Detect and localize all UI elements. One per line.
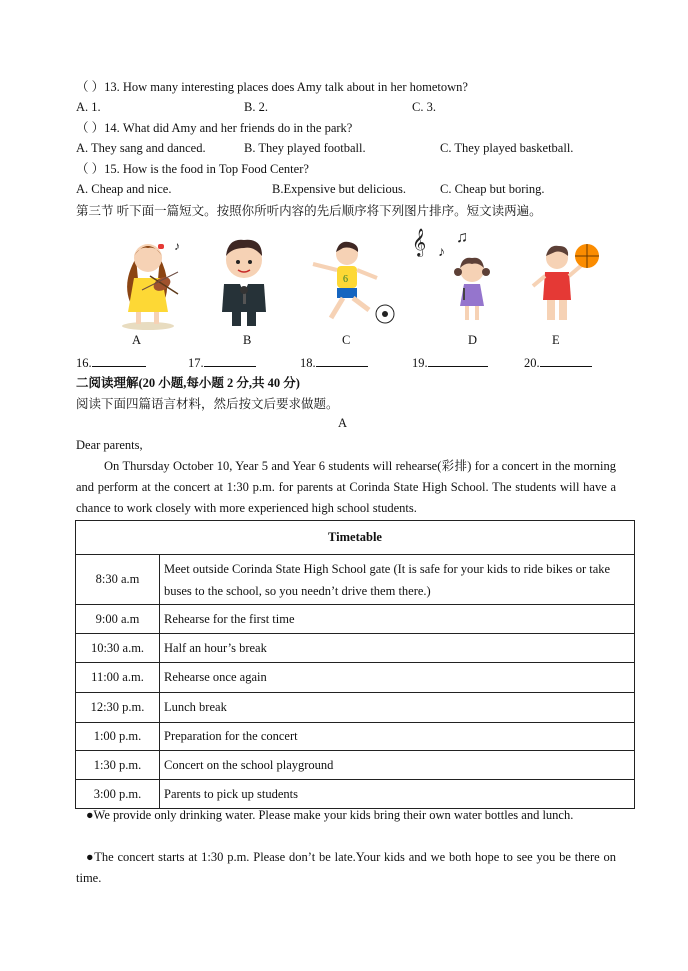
part2-instruction: 阅读下面四篇语言材料，然后按文后要求做题。 [76, 397, 339, 411]
time-cell: 9:00 a.m [76, 605, 160, 634]
time-cell: 1:00 p.m. [76, 723, 160, 751]
blank-number: 16. [76, 356, 92, 370]
question-14-stem: （ ）14. What did Amy and her friends do in the park? [76, 121, 353, 135]
svg-text:𝄞: 𝄞 [412, 230, 427, 256]
svg-text:♪: ♪ [438, 245, 445, 260]
picture-label-a: A [132, 333, 142, 347]
table-row [76, 751, 635, 780]
table-row [76, 693, 635, 723]
table-row [76, 555, 635, 605]
event-cell: Preparation for the concert [160, 723, 635, 751]
letter-intro: On Thursday October 10, Year 5 and Year 6 students will rehearse(彩排) for a concert in the morning and perform at the concert at 1:30 p.m. for parents at Corinda State High School. The students will have a chance to work closely with more experienced high school students. [76, 459, 616, 515]
question-13-stem: （ ）13. How many interesting places does Amy talk about in her hometown? [76, 80, 468, 94]
time-cell: 3:00 p.m. [76, 780, 160, 809]
microphone-boy-image [210, 234, 280, 330]
event-cell: Rehearse for the first time [160, 605, 635, 634]
svg-text:♪: ♪ [174, 239, 180, 253]
part2-title: 二阅读理解(20 小题,每小题 2 分,共 40 分) [76, 376, 300, 390]
timetable [75, 520, 635, 809]
section3-instruction: 第三节 听下面一篇短文。按照你所听内容的先后顺序将下列图片排序。短文读两遍。 [76, 204, 542, 218]
q14-option-c: C. They played basketball. [440, 141, 574, 155]
note-water: ●We provide only drinking water. Please make your kids bring their own water bottles and lunch. [86, 808, 574, 822]
singing-girl-image [408, 222, 498, 328]
time-cell: 8:30 a.m [76, 555, 160, 605]
violin-girl-image [112, 232, 192, 332]
question-15-stem: （ ）15. How is the food in Top Food Center? [76, 162, 309, 176]
picture-label-c: C [342, 333, 351, 347]
event-cell: Rehearse once again [160, 663, 635, 693]
time-cell: 10:30 a.m. [76, 634, 160, 663]
note-concert-time: ●The concert starts at 1:30 p.m. Please don’t be late.Your kids and we both hope to see you be there on time. [76, 850, 616, 885]
event-cell: Parents to pick up students [160, 780, 635, 809]
time-cell: 11:00 a.m. [76, 663, 160, 693]
answer-blank-20[interactable] [524, 354, 592, 371]
time-cell: 1:30 p.m. [76, 751, 160, 780]
basketball-boy-image [527, 238, 603, 328]
table-row [76, 723, 635, 751]
passage-label: A [338, 416, 348, 430]
answer-blank-17[interactable] [188, 354, 256, 371]
table-row [76, 663, 635, 693]
event-cell: Lunch break [160, 693, 635, 723]
q14-option-b: B. They played football. [244, 141, 366, 155]
table-row [76, 605, 635, 634]
picture-label-d: D [468, 333, 478, 347]
event-cell: Concert on the school playground [160, 751, 635, 780]
blank-number: 18. [300, 356, 316, 370]
timetable-header: Timetable [76, 521, 635, 555]
picture-label-b: B [243, 333, 252, 347]
q15-option-b: B.Expensive but delicious. [272, 182, 407, 196]
q13-option-b: B. 2. [244, 100, 268, 114]
q14-option-a: A. They sang and danced. [76, 141, 206, 155]
svg-text:6: 6 [343, 274, 348, 285]
q13-option-a: A. 1. [76, 100, 101, 114]
event-cell: Meet outside Corinda State High School gate (It is safe for your kids to ride bikes or take buses to the school, so you needn’t drive them there.) [160, 555, 635, 605]
table-row [76, 634, 635, 663]
football-boy-image [303, 238, 399, 328]
blank-number: 17. [188, 356, 204, 370]
q13-option-c: C. 3. [412, 100, 436, 114]
q15-option-c: C. Cheap but boring. [440, 182, 545, 196]
answer-blank-16[interactable] [76, 354, 146, 371]
svg-text:♫: ♫ [456, 229, 468, 246]
blank-number: 20. [524, 356, 540, 370]
answer-blank-19[interactable] [412, 354, 488, 371]
answer-blank-18[interactable] [300, 354, 368, 371]
blank-number: 19. [412, 356, 428, 370]
picture-label-e: E [552, 333, 560, 347]
q15-option-a: A. Cheap and nice. [76, 182, 172, 196]
letter-greeting: Dear parents, [76, 438, 143, 452]
time-cell: 12:30 p.m. [76, 693, 160, 723]
event-cell: Half an hour’s break [160, 634, 635, 663]
